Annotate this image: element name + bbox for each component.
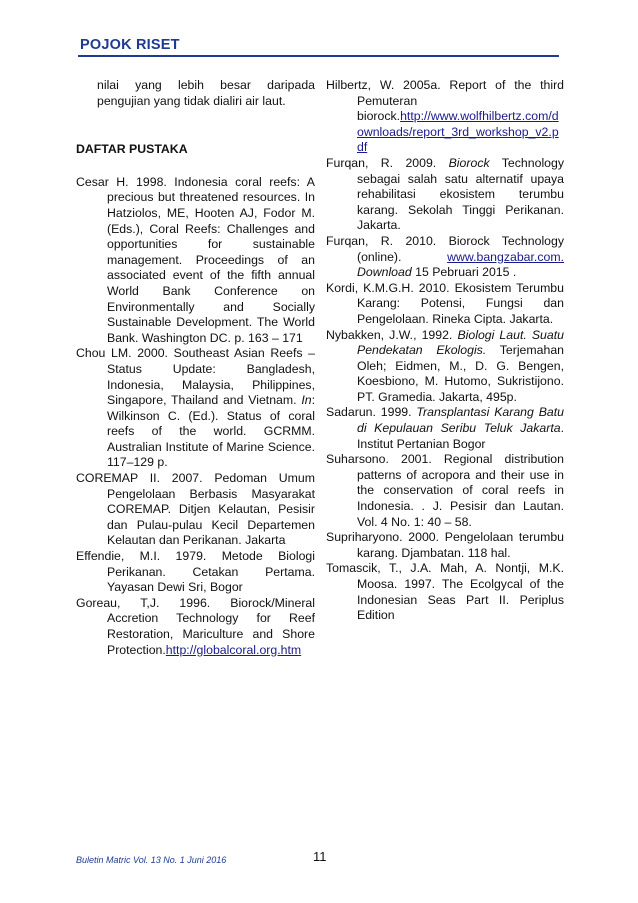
reference-text: 15 Pebruari 2015 . [411,265,517,280]
reference-text: Furqan, R. 2009. [326,155,449,170]
reference-italic-text: Biorock [448,155,490,170]
reference-italic-text: Download [357,265,412,280]
reference-italic-text: Transplantasi Karang Batu di Kepulauan Seribu Teluk Jakarta [357,405,565,436]
reference-text: Kordi, K.M.G.H. 2010. Ekosistem Terumbu Karang: Potensi, Fungsi dan Pengelolaan. Rineka Cipta. Jakarta. [326,280,564,326]
reference-text: Supriharyono. 2000. Pengelolaan terumbu karang. Djambatan. 118 hal. [326,530,564,560]
reference-italic-text: Biologi Laut. Suatu Pendekatan Ekologis. [357,327,564,358]
reference-entry [76,471,315,549]
reference-link[interactable]: http://globalcoral.org.htm [165,642,302,657]
reference-text: Terjemahan Oleh; Eidmen, M., D. G. Bengen, Koesbiono, M. Hutomo, Sukristijono. PT. Gramedia. Jakarta, 495p. [357,343,564,404]
reference-entry [326,561,564,623]
left-column [76,78,315,658]
intro-paragraph: nilai yang lebih besar daripada pengujian yang tidak dialiri air laut. [97,78,315,108]
reference-link[interactable]: www.bangzabar.com. [447,249,564,264]
reference-entry [326,281,564,328]
header-divider [78,55,559,57]
reference-entry [326,530,564,561]
reference-entry [76,175,315,347]
reference-entry [326,405,564,452]
reference-text: Chou LM. 2000. Southeast Asian Reefs – Status Update: Bangladesh, Indonesia, Malaysia, Philippines, Singapore, Thailand and Vietnam. [76,346,315,408]
reference-text: : Wilkinson C. (Ed.). Status of coral reefs of the world. GCRMM. Australian Institute of Marine Science. 117–129 p. [107,393,315,470]
reference-text: Furqan, R. 2010. Biorock Technology (online). [326,233,564,264]
reference-entry [326,78,564,156]
reference-entry [326,234,564,281]
reference-text: Sadarun. 1999. [326,405,417,420]
page-header-title: POJOK RISET [80,37,180,53]
right-column [326,78,564,624]
reference-text: Suharsono. 2001. Regional distribution patterns of acropora and their use in the conservation of coral reefs in Indonesia. . J. Pesisir dan Lautan. Vol. 4 No. 1: 40 – 58. [326,452,564,529]
reference-entry [76,596,315,658]
reference-entry [326,156,564,234]
section-heading: DAFTAR PUSTAKA [76,142,188,157]
reference-entry [76,549,315,596]
reference-text: Effendie, M.I. 1979. Metode Biologi Perikanan. Cetakan Pertama. Yayasan Dewi Sri, Bogor [76,549,315,595]
footer-page-number: 11 [313,849,327,864]
reference-text: Technology sebagai salah satu alternatif upaya rehabilitasi ekosistem terumbu karang. Sekolah Tinggi Perikanan. Jakarta. [357,155,564,233]
reference-text: . Institut Pertanian Bogor [357,421,564,451]
reference-list-right [326,78,564,624]
reference-text: Cesar H. 1998. Indonesia coral reefs: A precious but threatened resources. In Hatziolos, ME, Hooten AJ, Fodor M.(Eds.), Coral Reefs: Challenges and opportunities for sustainable management. Proceedings of an associated event of the fifth annual World Bank Conference on Environmentally and Socially Sustainable Development. The World Bank. Washington DC. p. 163 – 171 [76,174,315,345]
reference-link[interactable]: http://www.wolfhilbertz.com/downloads/report_3rd_workshop_v2.pdf [357,109,559,155]
reference-text: Hilbertz, W. 2005a. Report of the third Pemuteran biorock. [326,78,564,124]
reference-entry [76,346,315,471]
reference-text: Tomascik, T., J.A. Mah, A. Nontji, M.K. Moosa. 1997. The Ecolgycal of the Indonesian Seas Part II. Periplus Edition [326,561,564,623]
reference-text: Goreau, T,J. 1996. Biorock/Mineral Accretion Technology for Reef Restoration, Mariculture and Shore Protection. [76,595,315,657]
reference-italic-text: In [301,393,312,408]
reference-entry [326,328,564,406]
reference-text: Nybakken, J.W., 1992. [326,327,458,342]
reference-text: COREMAP II. 2007. Pedoman Umum Pengelolaan Berbasis Masyarakat COREMAP. Ditjen Kelautan, Pesisir dan Pulau-pulau Kecil Departemen Kelautan dan Perikanan. Jakarta [76,471,315,548]
footer-journal-name: Buletin Matric Vol. 13 No. 1 Juni 2016 [76,855,227,865]
reference-entry [326,452,564,530]
reference-list-left [76,175,315,658]
